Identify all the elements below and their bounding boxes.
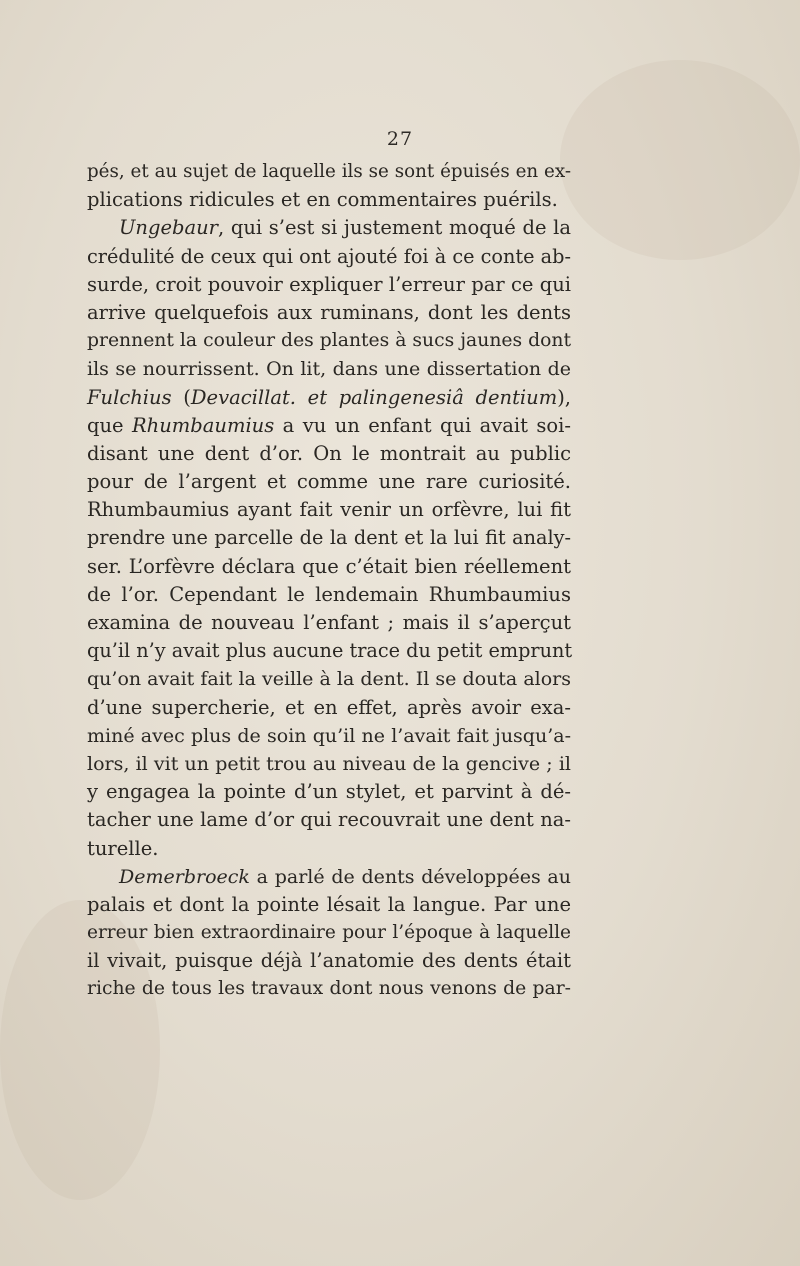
text-line (87, 243, 571, 271)
text-line (87, 919, 571, 947)
text-line (87, 158, 571, 186)
text-segment: pour de l’argent et comme une rare curiosité. (87, 470, 571, 494)
text-segment: , qui s’est si justement moqué de la (218, 216, 571, 240)
text-segment: prennent la couleur des plantes à sucs jaunes dont (87, 330, 571, 352)
italic-text: Ungebaur (119, 216, 219, 240)
text-segment: il vivait, puisque déjà l’anatomie des dents était (87, 949, 571, 973)
text-line (87, 214, 571, 242)
text-line (87, 496, 571, 524)
text-segment: crédulité de ceux qui ont ajouté foi à ce conte ab- (87, 244, 571, 268)
text-segment: de l’or. Cependant le lendemain Rhumbaumius (87, 582, 571, 606)
text-segment: a vu un enfant qui avait soi- (274, 413, 571, 437)
text-line (87, 891, 571, 919)
text-segment: ( (171, 385, 191, 409)
text-segment: arrive quelquefois aux ruminans, dont les dents (87, 300, 571, 324)
text-segment: ser. L’orfèvre déclara que c’était bien réellement (87, 554, 571, 578)
text-segment: qu’on avait fait la veille à la dent. Il se douta alors (87, 668, 571, 691)
text-line (87, 440, 571, 468)
text-line (87, 581, 571, 609)
text-segment: erreur bien extraordinaire pour l’époque à laquelle (87, 922, 571, 944)
italic-text: Devacillat. et palingenesiâ dentium (190, 385, 558, 409)
text-line (87, 722, 571, 750)
italic-text: Demerbroeck (119, 865, 250, 888)
text-line (87, 468, 571, 496)
text-line (87, 299, 571, 327)
text-segment: tacher une lame d’or qui recouvrait une dent na- (87, 808, 571, 832)
text-line (87, 863, 571, 891)
text-segment: Rhumbaumius ayant fait venir un orfèvre, lui fit (87, 498, 571, 522)
text-segment: turelle. (87, 836, 159, 860)
text-line (87, 694, 571, 722)
text-line (87, 975, 571, 1003)
text-line (87, 186, 571, 214)
paper-stain (560, 60, 800, 260)
text-line (87, 553, 571, 581)
text-line (87, 609, 571, 637)
text-line (87, 835, 571, 863)
text-line (87, 412, 571, 440)
text-segment: d’une supercherie, et en effet, après avoir exa- (87, 695, 571, 719)
text-segment: que (87, 413, 132, 437)
text-segment: riche de tous les travaux dont nous venons de par- (87, 978, 571, 1000)
text-line (87, 665, 571, 693)
text-segment: disant une dent d’or. On le montrait au public (87, 441, 571, 465)
text-segment: pés, et au sujet de laquelle ils se sont épuisés en ex- (87, 161, 571, 182)
text-line (87, 355, 571, 383)
text-line (87, 637, 571, 665)
text-segment: a parlé de dents développées au (249, 865, 571, 888)
page-number: 27 (386, 128, 414, 150)
text-segment: ils se nourrissent. On lit, dans une dissertation de (87, 358, 571, 381)
body-text (87, 158, 571, 1004)
text-segment: surde, croit pouvoir expliquer l’erreur par ce qui (87, 272, 571, 296)
text-line (87, 384, 571, 412)
text-segment: y engagea la pointe d’un stylet, et parvint à dé- (87, 780, 571, 804)
text-line (87, 327, 571, 355)
text-line (87, 778, 571, 806)
text-segment: ), (557, 385, 572, 409)
text-segment: prendre une parcelle de la dent et la lui fit analy- (87, 526, 571, 550)
text-segment: plications ridicules et en commentaires puérils. (87, 188, 558, 212)
text-line (87, 524, 571, 552)
text-segment: palais et dont la pointe lésait la langue. Par une (87, 892, 571, 916)
text-line (87, 947, 571, 975)
text-segment: miné avec plus de soin qu’il ne l’avait fait jusqu’a- (87, 724, 571, 747)
text-line (87, 271, 571, 299)
text-segment: examina de nouveau l’enfant ; mais il s’aperçut (87, 611, 571, 634)
text-segment: lors, il vit un petit trou au niveau de la gencive ; il (87, 752, 571, 775)
text-line (87, 806, 571, 834)
italic-text: Rhumbaumius (132, 413, 275, 437)
italic-text: Fulchius (87, 385, 172, 409)
text-segment: qu’il n’y avait plus aucune trace du petit emprunt (87, 639, 573, 663)
text-line (87, 750, 571, 778)
